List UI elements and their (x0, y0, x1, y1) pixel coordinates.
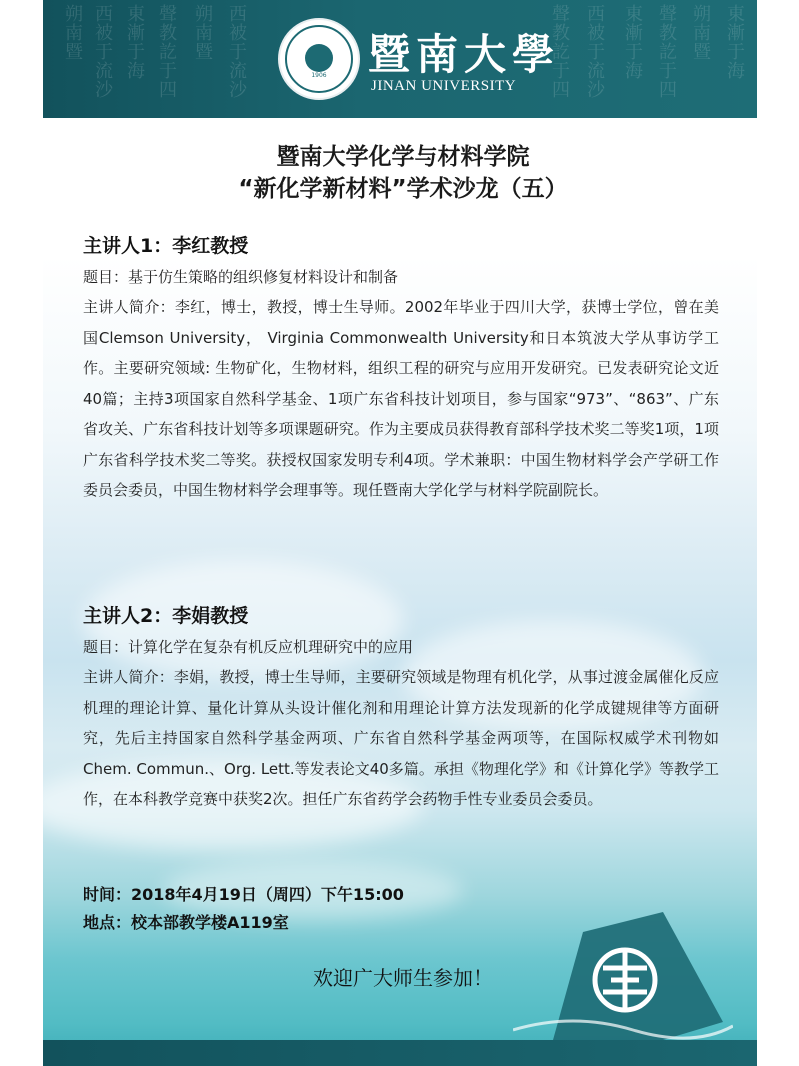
poem-column: 朔南暨 (62, 4, 83, 61)
speaker-1-bio: 主讲人简介：李红，博士，教授，博士生导师。2002年毕业于四川大学，获博士学位，曾在美国Clemson University， Virginia Commonwealth University和日本筑波大学从事访学工作。主要研究领域: 生物矿化，生物材料，组织工程的研究与应用开发研究。已发表研究论文近40篇；主持3项国家自然科学基金、1项广东省科技计划项目，参与国家“973”、“863”、广东省攻关、广东省科技计划等多项课题研究。作为主要成员获得教育部科学技术奖二等奖1项，1项广东省科学技术奖二等奖。获授权国家发明专利4项。学术兼职：中国生物材料学会产学研工作委员会委员，中国生物材料学会理事等。现任暨南大学化学与材料学院副院长。 (83, 298, 719, 499)
poem-column: 西被于流沙 (584, 4, 605, 99)
poem-column: 聲教訖于四 (656, 4, 677, 99)
university-seal-icon (278, 18, 360, 100)
poem-column: 東漸于海 (124, 4, 145, 80)
speaker-2-topic: 题目：计算化学在复杂有机反应机理研究中的应用 (83, 638, 414, 656)
university-name-en: JINAN UNIVERSITY (371, 78, 517, 94)
poem-column: 聲教訖于四 (549, 4, 570, 99)
speaker-2-heading: 主讲人2：李娟教授 (83, 605, 249, 627)
footer-band (43, 1040, 757, 1066)
event-time: 时间：2018年4月19日（周四）下午15:00 (83, 885, 404, 904)
poem-column: 西被于流沙 (92, 4, 113, 99)
poem-column: 西被于流沙 (226, 4, 247, 99)
speaker-2-bio: 主讲人简介：李娟，教授，博士生导师，主要研究领域是物理有机化学，从事过渡金属催化反应机理的理论计算、量化计算从头设计催化剂和用理论计算方法发现新的化学成键规律等方面研究，先后主持国家自然科学基金两项、广东省自然科学基金两项等，在国际权威学术刊物如Chem. Commun.、Org. Lett.等发表论文40多篇。承担《物理化学》和《计算化学》等教学工作，在本科教学竞赛中获奖2次。担任广东省药学会药物手性专业委员会委员。 (83, 668, 719, 808)
speaker-1-heading: 主讲人1：李红教授 (83, 235, 249, 257)
poem-column: 朔南暨 (192, 4, 213, 61)
event-title-line2: “新化学新材料”学术沙龙（五） (238, 176, 568, 202)
seal-year: 1906 (311, 72, 327, 79)
welcome-message: 欢迎广大师生参加！ (313, 966, 493, 990)
university-name-cn: 暨南大學 (368, 30, 561, 79)
speaker-1-topic: 题目：基于仿生策略的组织修复材料设计和制备 (83, 268, 399, 286)
poem-column: 朔南暨 (690, 4, 711, 61)
poem-column: 聲教訖于四 (156, 4, 177, 99)
header-banner (43, 0, 757, 118)
event-title-line1: 暨南大学化学与材料学院 (276, 144, 530, 170)
event-place: 地点：校本部教学楼A119室 (83, 913, 289, 932)
seal-core (305, 44, 333, 72)
poem-column: 東漸于海 (622, 4, 643, 80)
poem-column: 東漸于海 (724, 4, 745, 80)
poster (43, 0, 757, 1066)
